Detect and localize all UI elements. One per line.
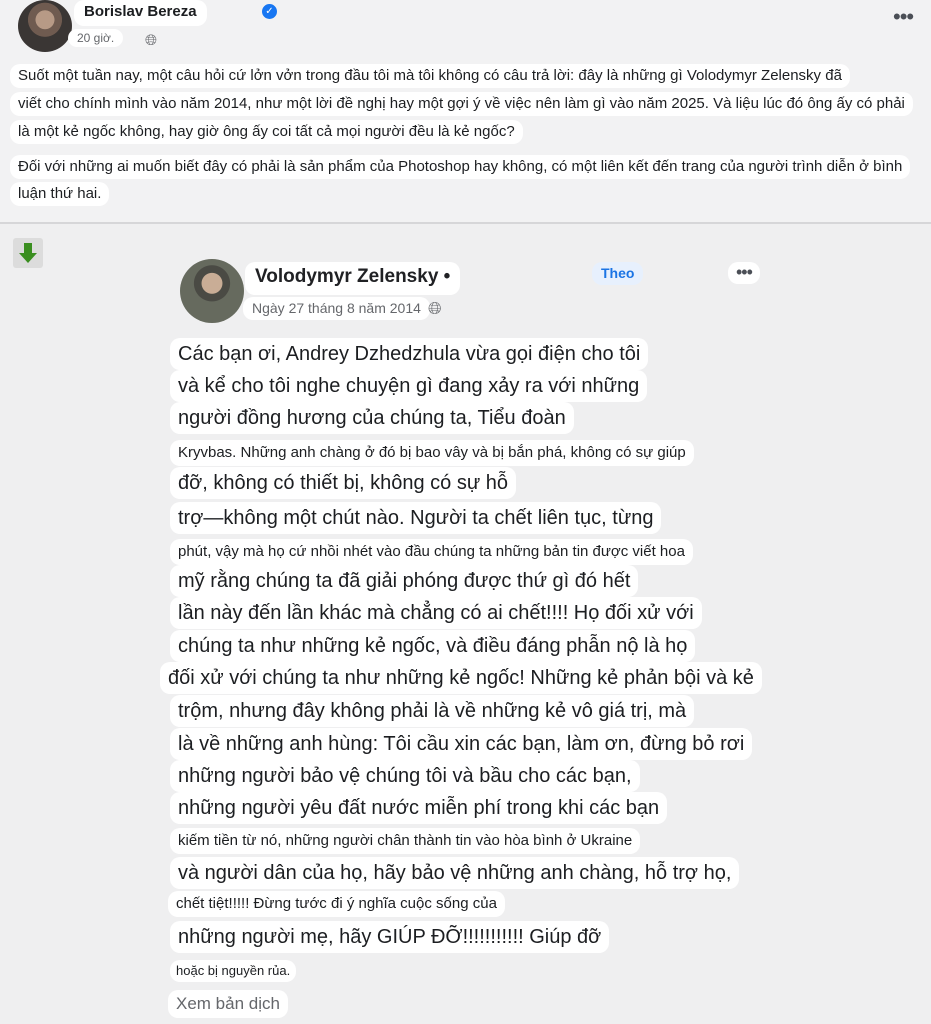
embedded-text-line: và người dân của họ, hãy bảo vệ những anh chàng, hỗ trợ họ,	[170, 857, 739, 889]
embedded-text-line: và kể cho tôi nghe chuyện gì đang xảy ra với những	[170, 370, 647, 402]
embedded-text-line: chết tiệt!!!!! Đừng tước đi ý nghĩa cuộc sống của	[168, 891, 505, 917]
original-post	[0, 0, 931, 222]
post-text-line: Suốt một tuần nay, một câu hỏi cứ lởn vởn trong đầu tôi mà tôi không có câu trả lời: đây là những gì Volodymyr Zelensky đã	[10, 64, 850, 88]
embedded-text-line: phút, vậy mà họ cứ nhồi nhét vào đầu chúng ta những bản tin được viết hoa	[170, 539, 693, 565]
down-arrow-icon	[13, 238, 43, 268]
embedded-text-line: những người bảo vệ chúng tôi và bầu cho các bạn,	[170, 760, 640, 792]
embedded-text-line: những người mẹ, hãy GIÚP ĐỠ!!!!!!!!!!! Giúp đỡ	[170, 921, 609, 953]
embedded-text-line: những người yêu đất nước miễn phí trong khi các bạn	[170, 792, 667, 824]
embedded-author-avatar[interactable]	[180, 259, 244, 323]
embedded-text-line: trộm, nhưng đây không phải là về những kẻ vô giá trị, mà	[170, 695, 694, 727]
follow-button[interactable]: Theo	[592, 262, 643, 285]
verified-badge-icon: ✓	[262, 4, 277, 19]
globe-icon: 🌐︎	[145, 32, 158, 49]
post-text-line: viết cho chính mình vào năm 2014, như một lời đề nghị hay một gợi ý về việc nên làm gì vào năm 2025. Và liệu lúc đó ông ấy có phải	[10, 92, 913, 116]
embedded-author-name[interactable]: Volodymyr Zelensky •	[245, 262, 460, 295]
embedded-text-line: trợ—không một chút nào. Người ta chết liên tục, từng	[170, 502, 661, 534]
author-avatar[interactable]	[18, 0, 72, 52]
post-timestamp[interactable]: 20 giờ.	[68, 29, 123, 47]
embedded-text-line: là về những anh hùng: Tôi cầu xin các bạn, làm ơn, đừng bỏ rơi	[170, 728, 752, 760]
embedded-text-line: kiếm tiền từ nó, những người chân thành tin vào hòa bình ở Ukraine	[170, 828, 640, 854]
post-text-line: luận thứ hai.	[10, 182, 109, 206]
embedded-text-line: mỹ rằng chúng ta đã giải phóng được thứ gì đó hết	[170, 565, 638, 597]
embedded-text-line: Kryvbas. Những anh chàng ở đó bị bao vây và bị bắn phá, không có sự giúp	[170, 440, 694, 466]
more-options-icon[interactable]: •••	[893, 4, 914, 29]
divider	[0, 222, 931, 224]
embedded-text-line: chúng ta như những kẻ ngốc, và điều đáng phẫn nộ là họ	[170, 630, 695, 662]
globe-icon: 🌐︎	[428, 299, 442, 318]
see-translation-link[interactable]: Xem bản dịch	[168, 990, 288, 1018]
embedded-text-line: đối xử với chúng ta như những kẻ ngốc! Những kẻ phản bội và kẻ	[160, 662, 762, 694]
more-icon[interactable]: •••	[728, 262, 760, 284]
embedded-post-date[interactable]: Ngày 27 tháng 8 năm 2014	[243, 297, 430, 320]
embedded-text-line: đỡ, không có thiết bị, không có sự hỗ	[170, 467, 516, 499]
post-text-line: là một kẻ ngốc không, hay giờ ông ấy coi tất cả mọi người đều là kẻ ngốc?	[10, 120, 523, 144]
embedded-text-line: hoặc bị nguyền rủa.	[170, 960, 296, 982]
embedded-text-line: người đồng hương của chúng ta, Tiểu đoàn	[170, 402, 574, 434]
embedded-text-line: Các bạn ơi, Andrey Dzhedzhula vừa gọi điện cho tôi	[170, 338, 648, 370]
embedded-text-line: lần này đến lần khác mà chẳng có ai chết!!!! Họ đối xử với	[170, 597, 702, 629]
author-name[interactable]: Borislav Bereza	[74, 0, 207, 26]
post-text-line: Đối với những ai muốn biết đây có phải là sản phẩm của Photoshop hay không, có một liên kết đến trang của người trình diễn ở bình	[10, 155, 910, 179]
